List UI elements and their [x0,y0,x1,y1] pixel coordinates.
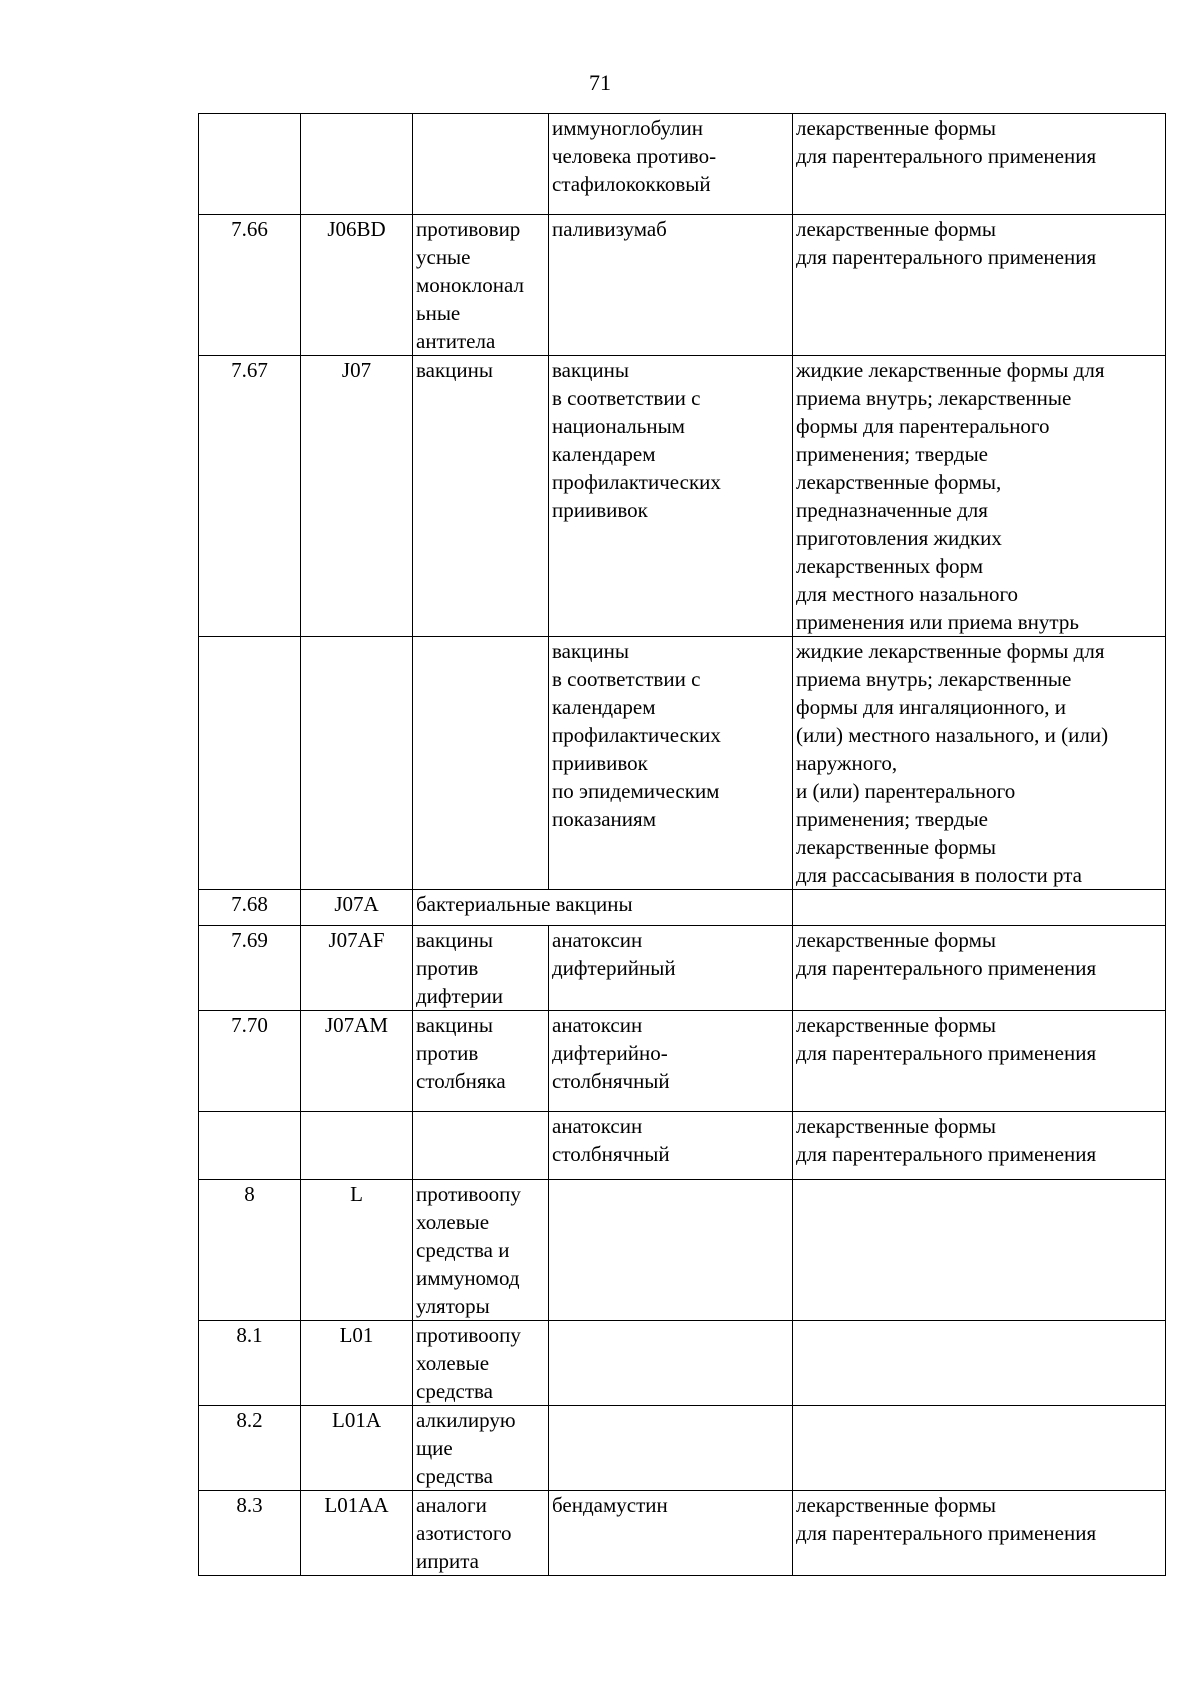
group-name-cell: алкилирую щие средства [413,1406,549,1491]
table-row [199,1321,1166,1406]
dosage-form-cell: лекарственные формы для парентерального применения [793,1011,1166,1112]
row-number-cell: 8.1 [199,1321,301,1406]
dosage-form-cell [793,890,1166,926]
atc-code-cell: L [301,1180,413,1321]
table-row [199,1180,1166,1321]
row-number-cell: 8.3 [199,1491,301,1576]
table-row [199,215,1166,356]
group-name-cell: вакцины [413,356,549,637]
group-name-cell: противоопу холевые средства и иммуномод уляторы [413,1180,549,1321]
dosage-form-cell [793,1406,1166,1491]
dosage-form-cell: лекарственные формы для парентерального применения [793,114,1166,215]
drug-name-cell: паливизумаб [549,215,793,356]
dosage-form-cell: жидкие лекарственные формы для приема внутрь; лекарственные формы для ингаляционного, и (или) местного назального, и (или) наружного, и (или) парентерального применения; твердые лекарственные формы для рассасывания в полости рта [793,637,1166,890]
atc-code-cell: L01A [301,1406,413,1491]
drug-name-cell: вакцины в соответствии с календарем профилактических приививок по эпидемическим показаниям [549,637,793,890]
group-name-cell: противоопу холевые средства [413,1321,549,1406]
table-row [199,1491,1166,1576]
row-number-cell [199,637,301,890]
drug-name-cell [549,1406,793,1491]
group-name-cell: бактериальные вакцины [413,890,793,926]
dosage-form-cell [793,1180,1166,1321]
drug-name-cell [549,1321,793,1406]
group-name-cell: вакцины против столбняка [413,1011,549,1112]
table-row [199,1406,1166,1491]
atc-code-cell: J07 [301,356,413,637]
group-name-cell: вакцины против дифтерии [413,926,549,1011]
group-name-cell [413,1112,549,1180]
atc-code-cell: J07AM [301,1011,413,1112]
atc-code-cell: J07A [301,890,413,926]
dosage-form-cell: лекарственные формы для парентерального применения [793,1491,1166,1576]
dosage-form-cell: лекарственные формы для парентерального применения [793,215,1166,356]
drug-name-cell: анатоксин столбнячный [549,1112,793,1180]
atc-code-cell [301,637,413,890]
row-number-cell: 7.70 [199,1011,301,1112]
atc-code-cell: L01AA [301,1491,413,1576]
row-number-cell [199,114,301,215]
table-row [199,637,1166,890]
drug-name-cell: вакцины в соответствии с национальным календарем профилактических приививок [549,356,793,637]
page-number: 71 [589,70,611,95]
group-name-cell [413,114,549,215]
table-row [199,114,1166,215]
row-number-cell: 7.67 [199,356,301,637]
table-row [199,926,1166,1011]
row-number-cell: 7.69 [199,926,301,1011]
medication-table [198,113,1166,1576]
row-number-cell: 7.66 [199,215,301,356]
atc-code-cell [301,114,413,215]
table-row [199,1011,1166,1112]
group-name-cell [413,637,549,890]
row-number-cell: 7.68 [199,890,301,926]
table-row [199,890,1166,926]
group-name-cell: аналоги азотистого иприта [413,1491,549,1576]
atc-code-cell: J07AF [301,926,413,1011]
table-row [199,356,1166,637]
dosage-form-cell [793,1321,1166,1406]
dosage-form-cell: жидкие лекарственные формы для приема внутрь; лекарственные формы для парентерального применения; твердые лекарственные формы, предназначенные для приготовления жидких лекарственных форм для местного назального применения или приема внутрь [793,356,1166,637]
dosage-form-cell: лекарственные формы для парентерального применения [793,1112,1166,1180]
row-number-cell: 8 [199,1180,301,1321]
dosage-form-cell: лекарственные формы для парентерального применения [793,926,1166,1011]
drug-name-cell: иммуноглобулин человека противо- стафилококковый [549,114,793,215]
row-number-cell: 8.2 [199,1406,301,1491]
drug-name-cell: анатоксин дифтерийно- столбнячный [549,1011,793,1112]
table-row [199,1112,1166,1180]
atc-code-cell [301,1112,413,1180]
drug-name-cell: анатоксин дифтерийный [549,926,793,1011]
drug-name-cell: бендамустин [549,1491,793,1576]
row-number-cell [199,1112,301,1180]
atc-code-cell: J06BD [301,215,413,356]
group-name-cell: противовир усные моноклонал ьные антитела [413,215,549,356]
drug-name-cell [549,1180,793,1321]
atc-code-cell: L01 [301,1321,413,1406]
